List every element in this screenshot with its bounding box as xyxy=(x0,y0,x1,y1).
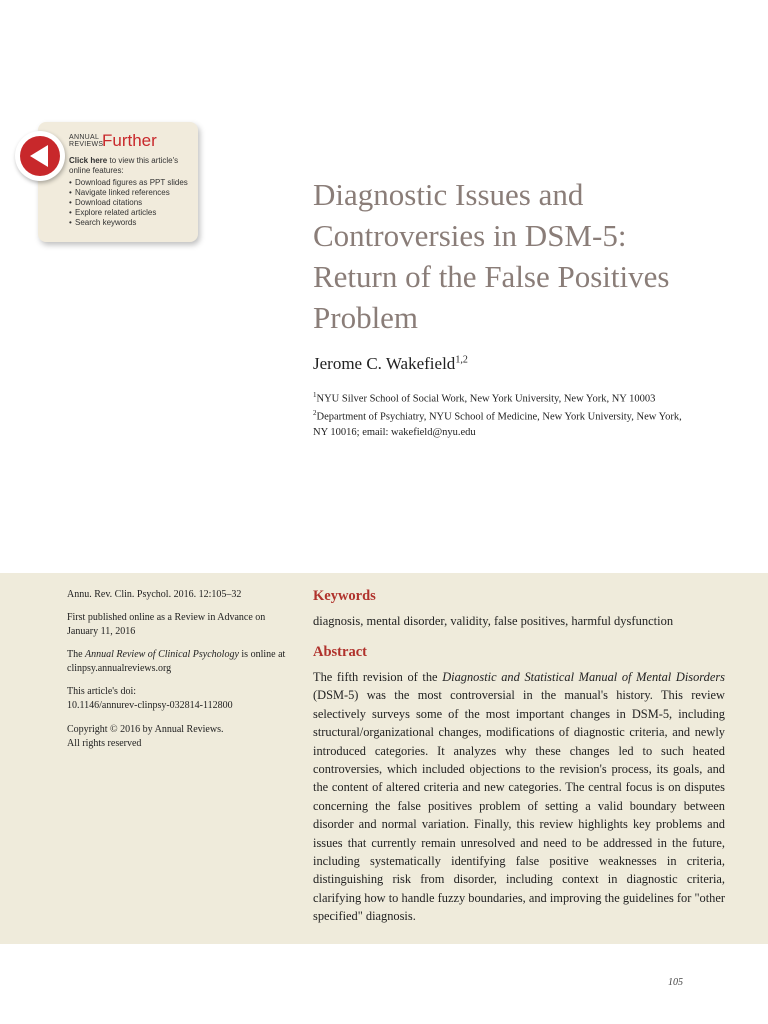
copyright-note: Copyright © 2016 by Annual Reviews. All rights reserved xyxy=(67,724,224,749)
keywords-text: diagnosis, mental disorder, validity, false positives, harmful dysfunction xyxy=(313,614,674,628)
journal-url[interactable]: clinpsy.annualreviews.org xyxy=(67,663,172,674)
feature-item: • Download citations xyxy=(69,198,197,208)
feature-item: • Navigate linked references xyxy=(69,188,197,198)
annual-label: ANNUAL xyxy=(69,134,100,141)
affiliation-1: $^1$NYU Silver School of Social Work, New York University, New York, NY 10003 xyxy=(313,391,656,405)
annual-reviews-logo xyxy=(69,134,103,148)
article-title: Diagnostic Issues and Controversies in DSM-5: Return of the False Positives Problem xyxy=(313,177,670,335)
doi-link[interactable]: 10.1146/annurev-clinpsy-032814-112800 xyxy=(67,700,233,711)
feature-item: • Download figures as PPT slides xyxy=(69,178,197,188)
abstract-heading: Abstract xyxy=(313,644,367,660)
click-here-link[interactable]: Click here xyxy=(69,156,108,165)
affiliation-2: $^2$Department of Psychiatry, NYU School of Medicine, New York University, New York, NY 10016; email: wakefield@nyu.edu xyxy=(313,409,682,438)
publication-note: First published online as a Review in Advance on January 11, 2016 xyxy=(67,612,266,637)
left-triangle-icon xyxy=(26,142,54,170)
online-note: The Annual Review of Clinical Psychology is online at clinpsy.annualreviews.org xyxy=(67,648,292,676)
reviews-label: REVIEWS xyxy=(69,141,104,148)
author-name: Jerome C. Wakefield$^{1,2}$ xyxy=(313,354,468,373)
doi-note: This article's doi: 10.1146/annurev-clinpsy-032814-112800 xyxy=(67,685,292,713)
feature-item: • Search keywords xyxy=(69,218,197,228)
citation: Annu. Rev. Clin. Psychol. 2016. 12:105–32 xyxy=(67,589,242,600)
further-label: Further xyxy=(102,131,157,150)
abstract-text: The fifth revision of the Diagnostic and Statistical Manual of Mental Disorders (DSM-5) was the most controversial in the manual's history. This review selectively surveys some of the most important changes in DSM-5, including structural/organizational changes, modifications of diagnostic criteria, and newly introduced categories. It analyzes why these changes led to such heated controversies, which included objections to the revision's process, its goals, and the content of altered criteria and new categories. The central focus is on disputes concerning the false positives problem of setting a valid boundary between disorder and normal variation. Finally, this review highlights key problems and issues that currently remain unresolved and need to be addressed in the future, including systematically identifying false positive weaknesses in criteria, distinguishing risk from disorder, including context in diagnostic criteria, clarifying how to handle fuzzy boundaries, and improving the guidelines for "other specified" diagnosis. xyxy=(313,670,725,924)
keywords-heading: Keywords xyxy=(313,588,376,604)
page-number: 105 xyxy=(668,977,683,988)
feature-item: • Explore related articles xyxy=(69,208,197,218)
further-arrow-button[interactable] xyxy=(15,131,65,181)
further-feature-list xyxy=(69,178,197,228)
further-description: Click here to view this article's online features: • Download figures as PPT slides • Navigate linked references • Download citations • Explore related articles • Search keywords xyxy=(69,156,197,228)
